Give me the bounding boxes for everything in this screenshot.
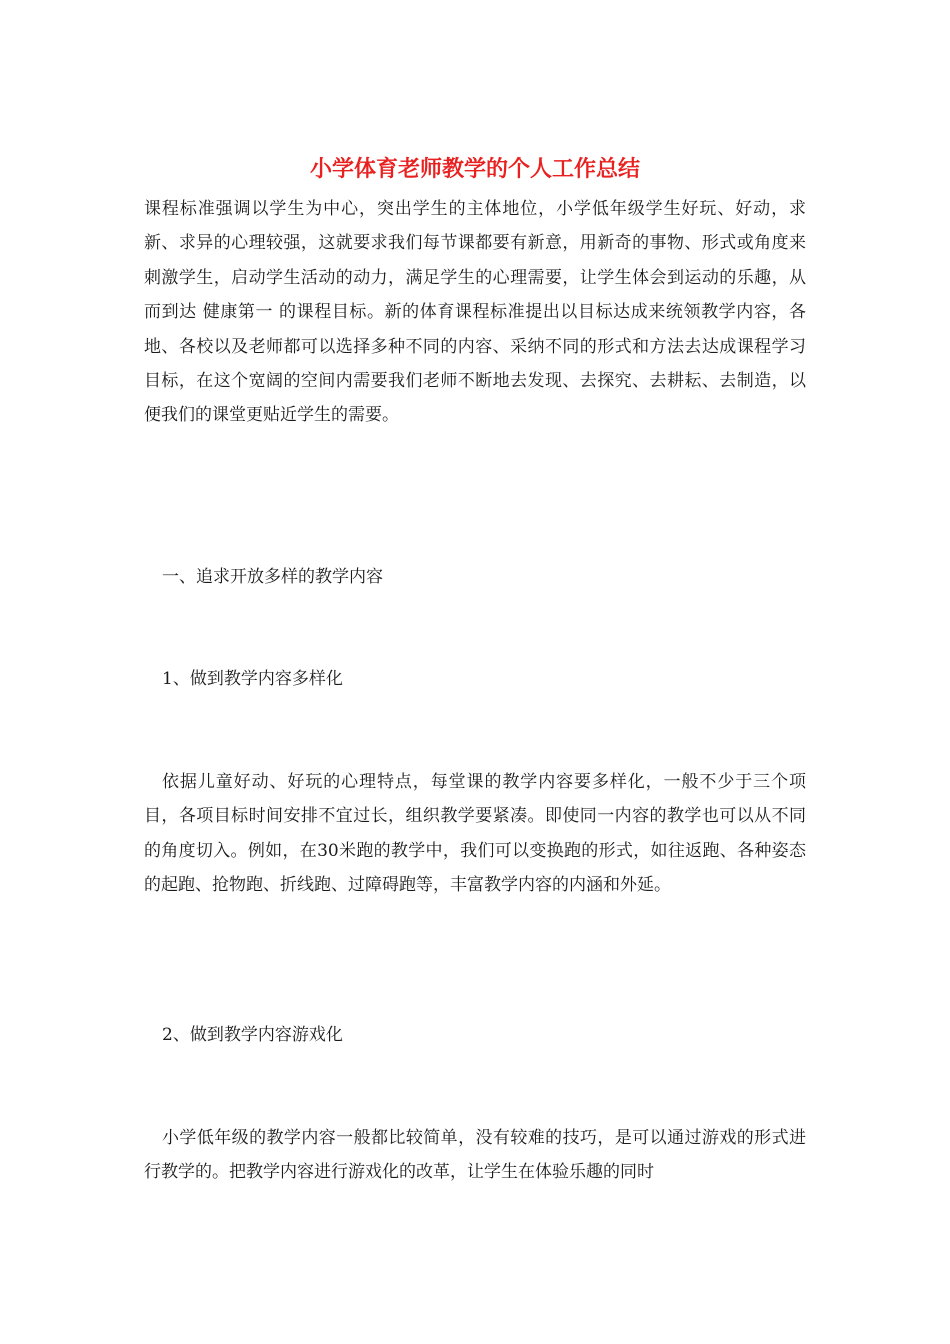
section-heading-1: 一、追求开放多样的教学内容 [162,567,383,587]
item-paragraph-2: 小学低年级的教学内容一般都比较简单，没有较难的技巧，是可以通过游戏的形式进行教学的。把教学内容进行游戏化的改革，让学生在体验乐趣的同时 [144,1128,806,1183]
item-heading-2: 2、做到教学内容游戏化 [162,1025,343,1045]
item-paragraph-1: 依据儿童好动、好玩的心理特点，每堂课的教学内容要多样化，一般不少于三个项目，各项目标时间安排不宜过长，组织教学要紧凑。即使同一内容的教学也可以从不同的角度切入。例如，在30米跑的教学中，我们可以变换跑的形式，如往返跑、各种姿态的起跑、抢物跑、折线跑、过障碍跑等，丰富教学内容的内涵和外延。 [144,772,806,896]
document-title: 小学体育老师教学的个人工作总结 [309,156,640,182]
intro-paragraph: 课程标准强调以学生为中心，突出学生的主体地位，小学低年级学生好玩、好动，求新、求异的心理较强，这就要求我们每节课都要有新意，用新奇的事物、形式或角度来刺激学生，启动学生活动的动力，满足学生的心理需要，让学生体会到运动的乐趣，从而到达 健康第一 的课程目标。新的体育课程标准提出以目标达成来统领教学内容，各地、各校以及老师都可以选择多种不同的内容、采纳不同的形式和方法去达成课程学习目标，在这个宽阔的空间内需要我们老师不断地去发现、去探究、去耕耘、去制造，以便我们的课堂更贴近学生的需要。 [144,199,806,426]
item-heading-1: 1、做到教学内容多样化 [162,669,343,689]
